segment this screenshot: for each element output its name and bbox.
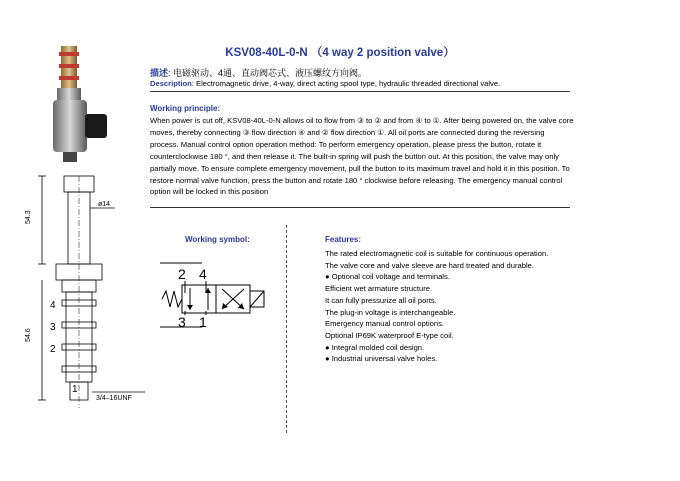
description-en-text: : Electromagnetic drive, 4-way, direct acting spool type, hydraulic threaded directional valve. bbox=[191, 79, 501, 88]
feature-item: The valve core and valve sleeve are hard treated and durable. bbox=[325, 260, 534, 270]
feature-item: ● Optional coil voltage and terminals. bbox=[325, 272, 450, 282]
working-symbol-diagram bbox=[160, 255, 275, 340]
description-en-label: Description bbox=[150, 79, 192, 88]
thread-spec: 3/4–16UNF bbox=[96, 395, 132, 402]
product-photo bbox=[35, 42, 115, 172]
drawing-port-3: 3 bbox=[50, 322, 56, 333]
working-principle-text: When power is cut off, KSV08-40L-0-N allows oil to flow from ③ to ② and from ④ to ①. After being powered on, the valve core moves, thereby connecting ③ flow direction ④ and ② flow direction ①. All oil ports are connected during the reversing process. Manual control option operation method: To perform emergency operation, please press the button, rotate it counterclockwise 180 °, and then release it. The built-in spring will push the button out. At this position, the valve may only partially move. To ensure complete emergency movement, pull the button to its maximum travel and hold it in this position. To restore normal valve function, press the button and rotate 180 ° clockwise before releasing. The emergency manual control option will be locked in this position bbox=[150, 116, 574, 197]
feature-item: ● Integral molded coil design. bbox=[325, 342, 425, 352]
description-en bbox=[150, 79, 500, 88]
symbol-port-2: 2 bbox=[178, 266, 186, 282]
features-heading: Features: bbox=[325, 235, 362, 244]
feature-item: Emergency manual control options. bbox=[325, 319, 445, 329]
symbol-port-1: 1 bbox=[199, 314, 207, 330]
technical-drawing bbox=[20, 172, 155, 412]
feature-item: The plug-in voltage is interchangeable. bbox=[325, 307, 456, 317]
feature-item: ● Industrial universal valve holes. bbox=[325, 354, 438, 364]
description-cn-text: : 电磁驱动、4通、直动阀芯式、液压螺纹方向阀。 bbox=[168, 68, 368, 78]
dim-diameter: ø14 bbox=[98, 201, 111, 208]
drawing-port-4: 4 bbox=[50, 300, 56, 311]
working-principle-heading: Working principle: bbox=[150, 104, 221, 113]
feature-item: Optional IP69K waterproof E-type coil. bbox=[325, 330, 454, 340]
feature-item: Efficient wet armature structure. bbox=[325, 284, 433, 294]
description-cn-label: 描述 bbox=[150, 68, 169, 78]
features-list bbox=[325, 248, 548, 365]
dim-height-top: 54.3 bbox=[25, 210, 32, 224]
product-title: KSV08-40L-0-N （4 way 2 position valve） bbox=[225, 47, 455, 59]
description-cn bbox=[150, 66, 367, 79]
divider-middle bbox=[150, 207, 570, 208]
drawing-port-1: 1 bbox=[72, 384, 78, 395]
feature-item: It can fully pressurize all oil ports. bbox=[325, 295, 437, 305]
feature-item: The rated electromagnetic coil is suitable for continuous operation. bbox=[325, 249, 549, 258]
divider-top bbox=[150, 91, 570, 92]
column-divider bbox=[286, 225, 287, 433]
drawing-port-2: 2 bbox=[50, 344, 56, 355]
dim-height-total: 54.6 bbox=[25, 328, 32, 342]
symbol-port-3: 3 bbox=[178, 314, 186, 330]
working-symbol-heading: Working symbol: bbox=[185, 235, 250, 244]
symbol-port-4: 4 bbox=[199, 266, 207, 282]
